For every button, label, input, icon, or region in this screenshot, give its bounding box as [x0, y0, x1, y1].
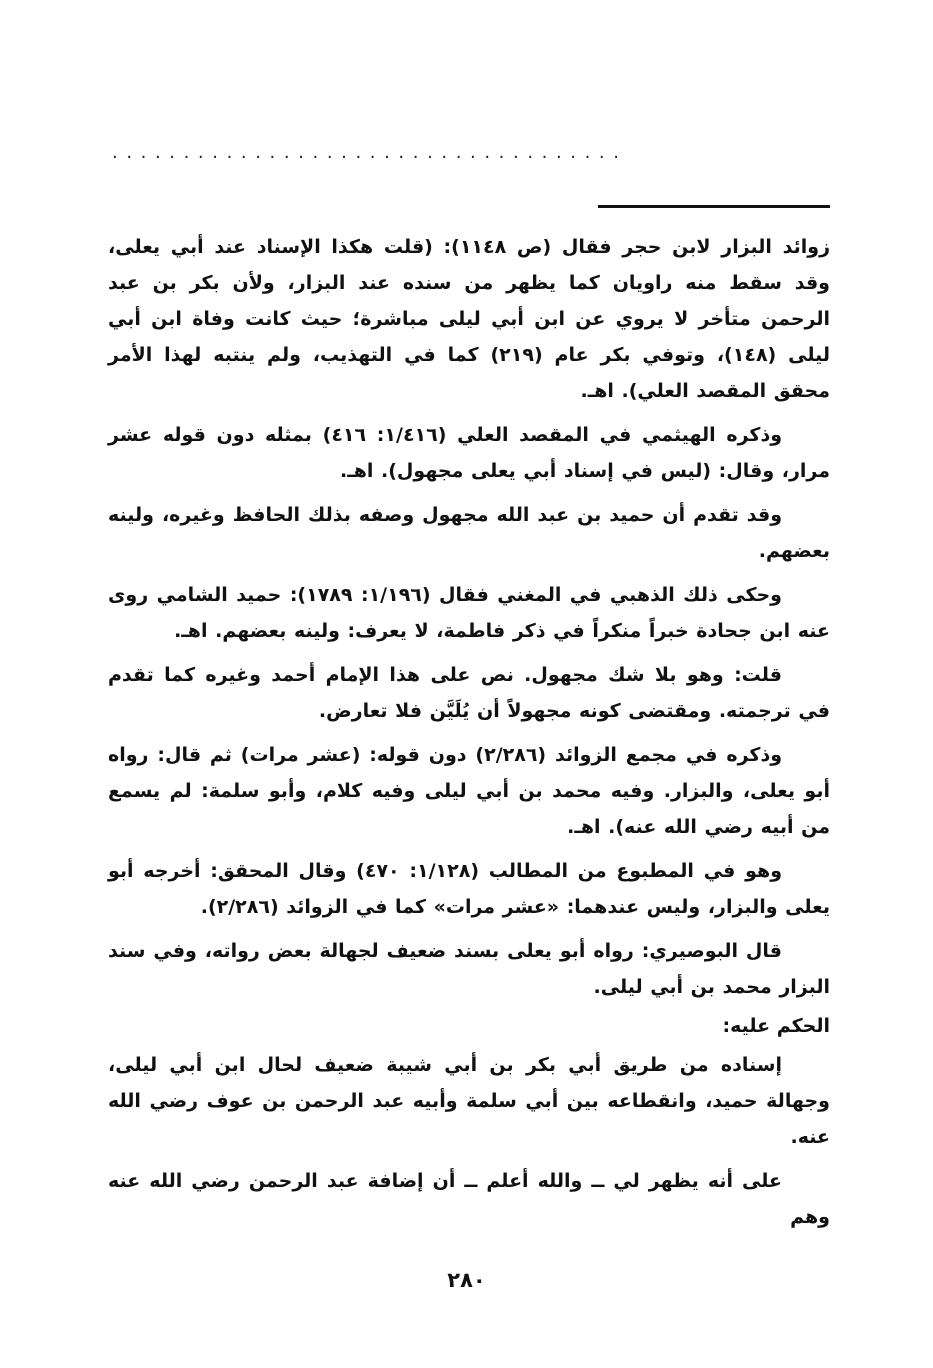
footnote-paragraph: وذكره في مجمع الزوائد (٢/٢٨٦) دون قوله: (عشر مرات) ثم قال: رواه أبو يعلى، والبزار. وفيه محمد بن أبي ليلى وفيه كلام، وأبو سلمة: لم يسمع من أبيه رضي الله عنه). اهـ.: [108, 744, 830, 838]
page-body: [108, 229, 830, 1235]
footnote-paragraph: قلت: وهو بلا شك مجهول. نص على هذا الإمام أحمد وغيره كما تقدم في ترجمته. ومقتضى كونه مجهولاً أن يُلَيَّن فلا تعارض.: [108, 664, 830, 722]
footnote-paragraph: وذكره الهيثمي في المقصد العلي (١/٤١٦: ٤١٦) بمثله دون قوله عشر مرار، وقال: (ليس في إسناد أبي يعلى مجهول). اهـ.: [108, 424, 830, 482]
verdict-paragraph: على أنه يظهر لي ــ والله أعلم ــ أن إضافة عبد الرحمن رضي الله عنه وهم: [108, 1170, 830, 1228]
footnote-paragraph: وهو في المطبوع من المطالب (١/١٢٨: ٤٧٠) وقال المحقق: أخرجه أبو يعلى والبزار، وليس عندهما: «عشر مرات» كما في الزوائد (٢/٢٨٦).: [108, 860, 830, 918]
page-number: ٢٨٠: [447, 1268, 486, 1292]
footnote-paragraph: وحكى ذلك الذهبي في المغني فقال (١/١٩٦: ١٧٨٩): حميد الشامي روى عنه ابن جحادة خبراً منكراً في ذكر فاطمة، لا يعرف: ولينه بعضهم. اهـ.: [108, 584, 830, 642]
footnote-paragraph: قال البوصيري: رواه أبو يعلى بسند ضعيف لجهالة بعض رواته، وفي سند البزار محمد بن أبي ليلى.: [108, 940, 830, 998]
footnote-rule: [598, 205, 830, 208]
footnote-paragraph: زوائد البزار لابن حجر فقال (ص ١١٤٨): (قلت هكذا الإسناد عند أبي يعلى، وقد سقط منه راويان كما يظهر من سنده عند البزار، ولأن بكر بن عبد الرحمن متأخر لا يروي عن ابن أبي ليلى مباشرة؛ حيث كانت وفاة ابن أبي ليلى (١٤٨)، وتوفي بكر عام (٢١٩) كما في التهذيب، ولم ينتبه لهذا الأمر محقق المقصد العلي). اهـ.: [108, 236, 831, 402]
footnote-paragraph: وقد تقدم أن حميد بن عبد الله مجهول وصفه بذلك الحافظ وغيره، ولينه بعضهم.: [108, 504, 830, 562]
section-heading: الحكم عليه:: [722, 1015, 830, 1037]
verdict-paragraph: إسناده من طريق أبي بكر بن أبي شيبة ضعيف لحال ابن أبي ليلى، وجهالة حميد، وانقطاعه بين أبي سلمة وأبيه عبد الرحمن بن عوف رضي الله عنه.: [108, 1054, 830, 1148]
dotted-separator: ....................................: [112, 146, 628, 160]
